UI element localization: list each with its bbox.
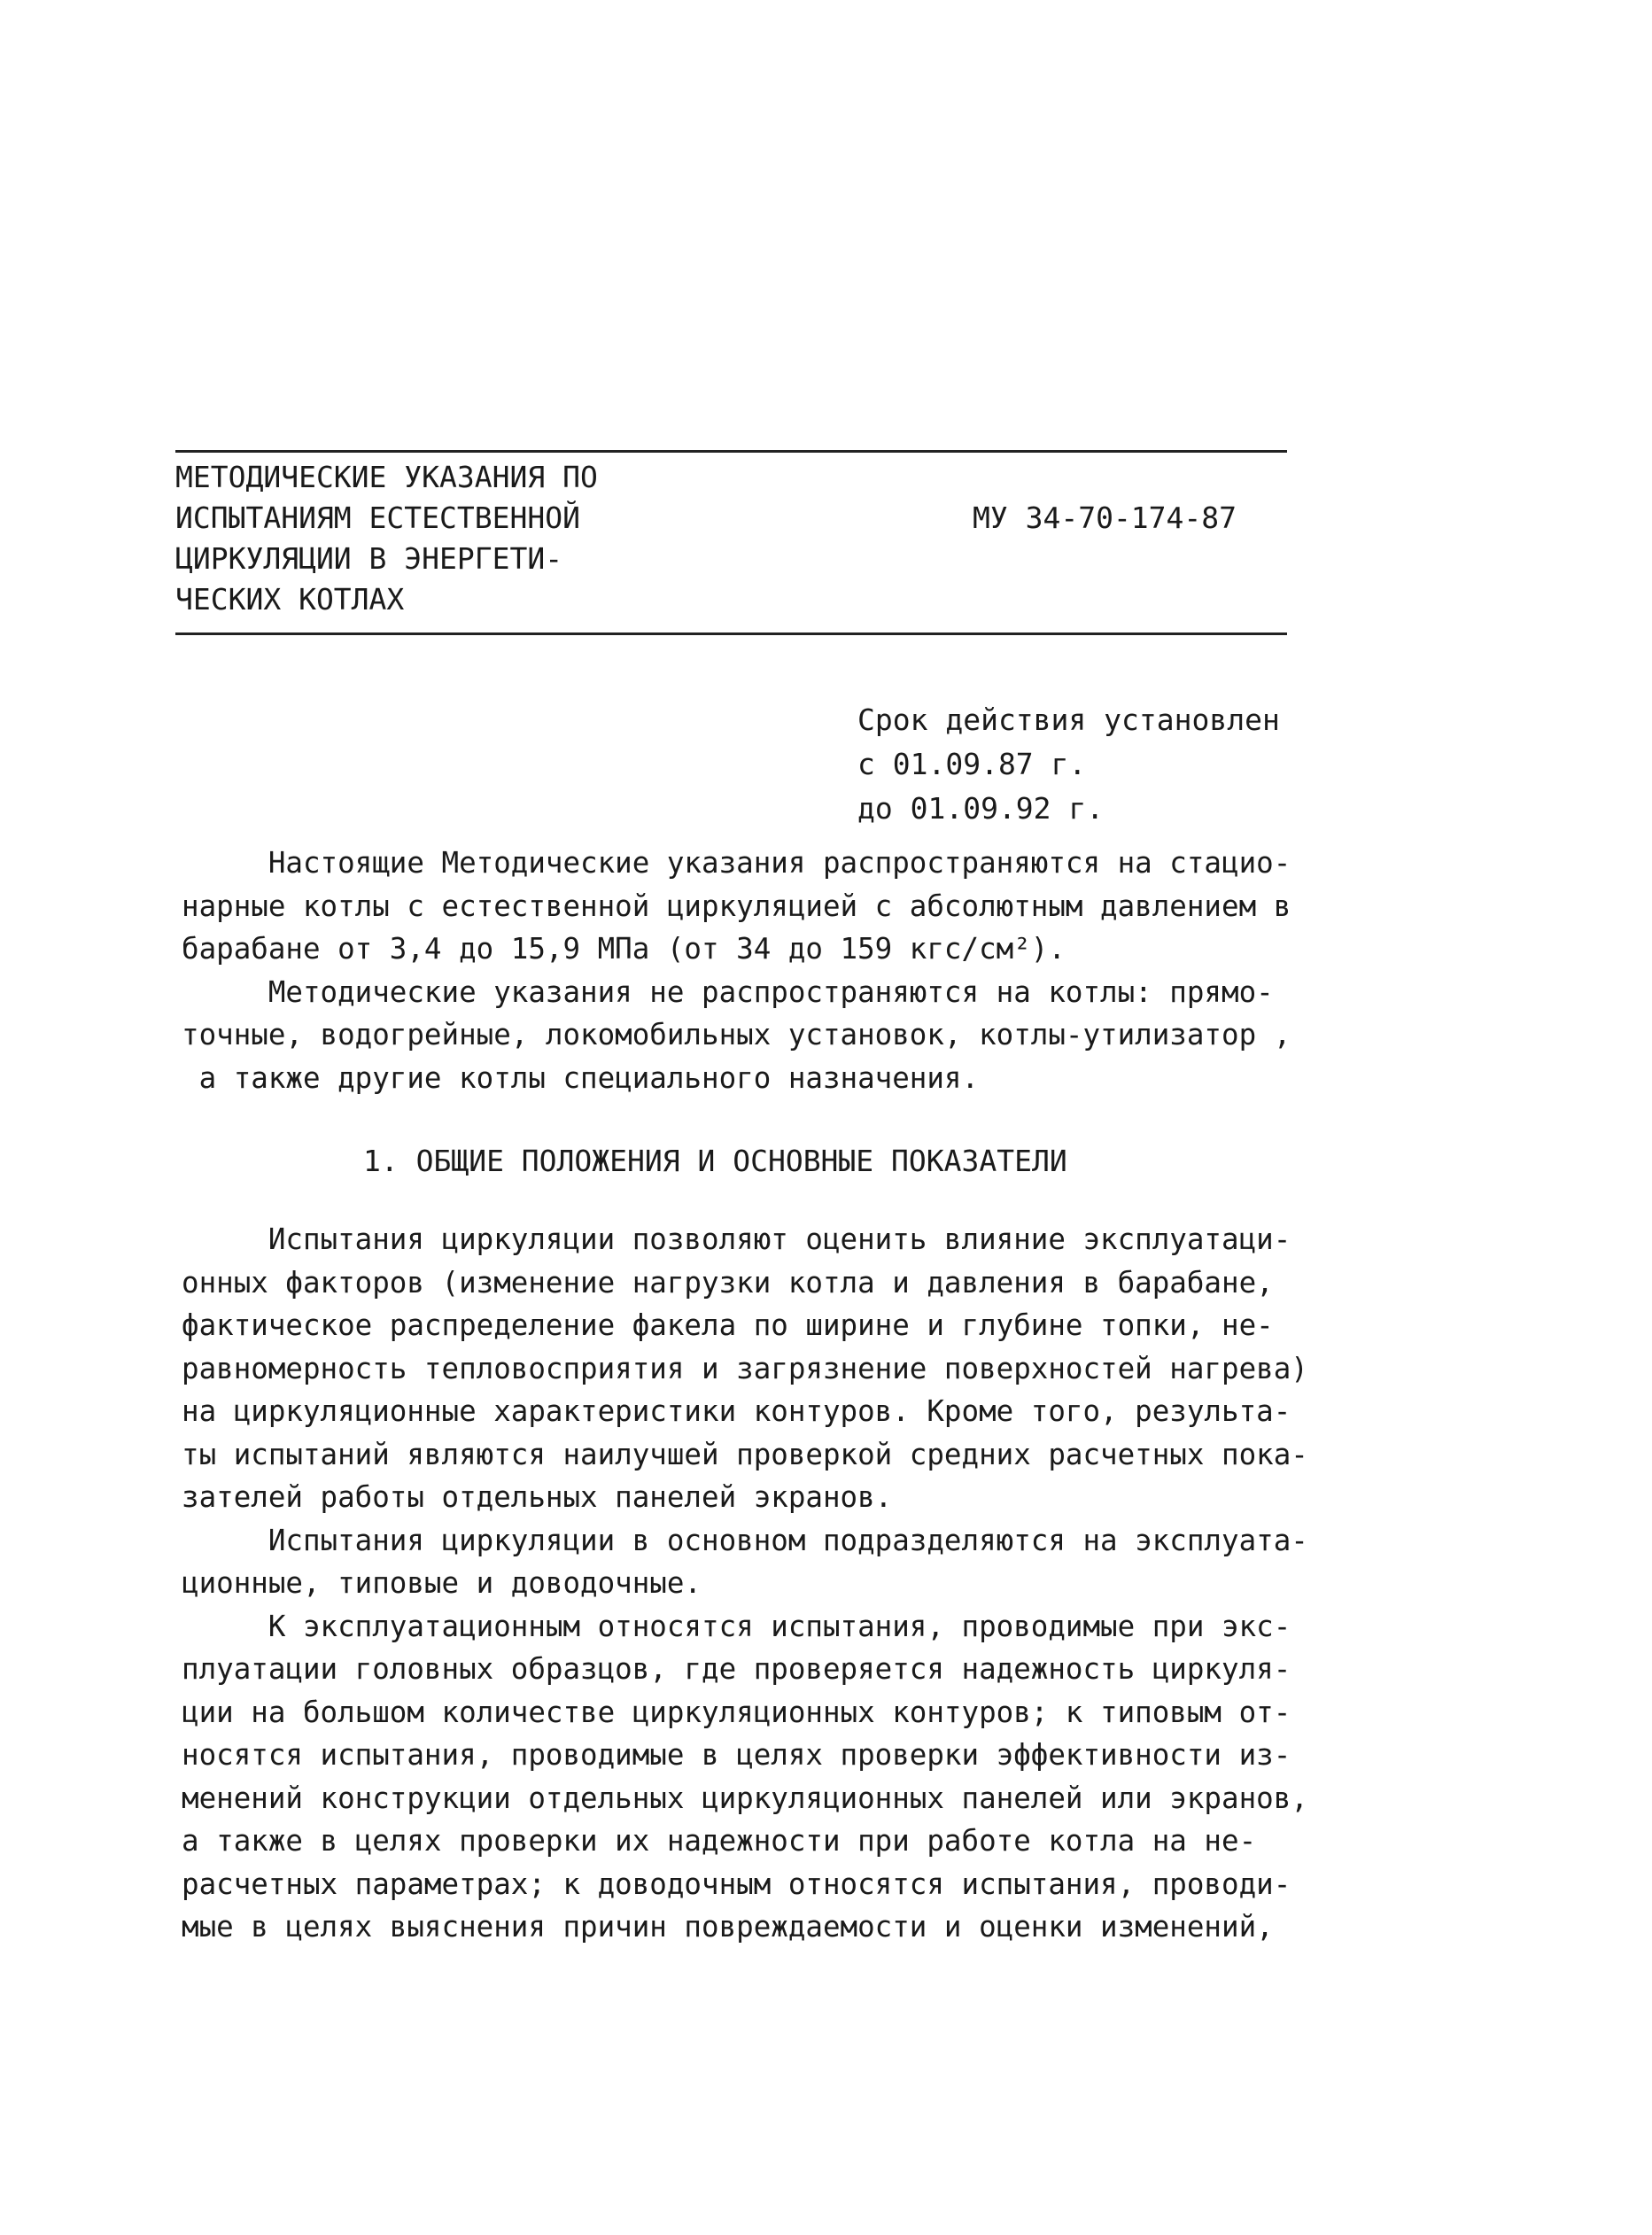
document-code: МУ 34-70-174-87 — [973, 501, 1237, 535]
validity-period — [857, 698, 1280, 831]
text-line: К эксплуатационным относятся испытания, проводимые при экс- — [182, 1609, 1291, 1643]
text-line: плуатации головных образцов, где проверяется надежность циркуля- — [182, 1652, 1291, 1686]
validity-line: Срок действия установлен — [857, 702, 1280, 737]
text-line: зателей работы отдельных панелей экранов. — [182, 1480, 893, 1514]
title-line: ЦИРКУЛЯЦИИ В ЭНЕРГЕТИ- — [175, 541, 563, 576]
text-line: Настоящие Методические указания распространяются на стацио- — [182, 846, 1291, 880]
text-line: а также другие котлы специального назначения. — [182, 1060, 980, 1095]
section-body — [182, 1218, 1315, 1949]
text-line: менений конструкции отдельных циркуляционных панелей или экранов, — [182, 1781, 1308, 1815]
validity-line: с 01.09.87 г. — [857, 747, 1087, 781]
text-line: ты испытаний являются наилучшей проверкой средних расчетных пока- — [182, 1437, 1308, 1471]
header-bottom-rule — [175, 632, 1287, 635]
text-line: расчетных параметрах; к доводочным относятся испытания, проводи- — [182, 1866, 1291, 1901]
title-line: МЕТОДИЧЕСКИЕ УКАЗАНИЯ ПО — [175, 460, 598, 494]
text-line: на циркуляционные характеристики контуров. Кроме того, результа- — [182, 1394, 1291, 1428]
title-line: ЧЕСКИХ КОТЛАХ — [175, 582, 405, 617]
text-line: равномерность тепловосприятия и загрязнение поверхностей нагрева) — [182, 1351, 1308, 1385]
text-line: точные, водогрейные, локомобильных установок, котлы-утилизатор , — [182, 1018, 1291, 1052]
document-title — [175, 457, 795, 620]
section-heading: 1. ОБЩИЕ ПОЛОЖЕНИЯ И ОСНОВНЫЕ ПОКАЗАТЕЛИ — [363, 1144, 1067, 1178]
text-line: ционные, типовые и доводочные. — [182, 1566, 702, 1600]
text-line: нарные котлы с естественной циркуляцией с абсолютным давлением в — [182, 889, 1291, 923]
text-line: а также в целях проверки их надежности при работе котла на не- — [182, 1824, 1257, 1858]
text-line: фактическое распределение факела по ширине и глубине топки, не- — [182, 1308, 1274, 1342]
text-line: онных факторов (изменение нагрузки котла и давления в барабане, — [182, 1265, 1274, 1300]
text-line: носятся испытания, проводимые в целях проверки эффективности из- — [182, 1738, 1291, 1772]
text-line: Методические указания не распространяются на котлы: прямо- — [182, 974, 1274, 1009]
validity-line: до 01.09.92 г. — [857, 791, 1105, 826]
text-line: Испытания циркуляции в основном подразделяются на эксплуата- — [182, 1523, 1308, 1557]
text-line: мые в целях выяснения причин повреждаемости и оценки изменений, — [182, 1910, 1274, 1944]
text-line: барабане от 3,4 до 15,9 МПа (от 34 до 159 кгс/см²). — [182, 932, 1066, 966]
title-line: ИСПЫТАНИЯМ ЕСТЕСТВЕННОЙ — [175, 501, 580, 535]
text-line: Испытания циркуляции позволяют оценить влияние эксплуатаци- — [182, 1222, 1291, 1256]
header-top-rule — [175, 450, 1287, 453]
intro-paragraphs — [182, 842, 1315, 1099]
text-line: ции на большом количестве циркуляционных контуров; к типовым от- — [182, 1695, 1291, 1729]
